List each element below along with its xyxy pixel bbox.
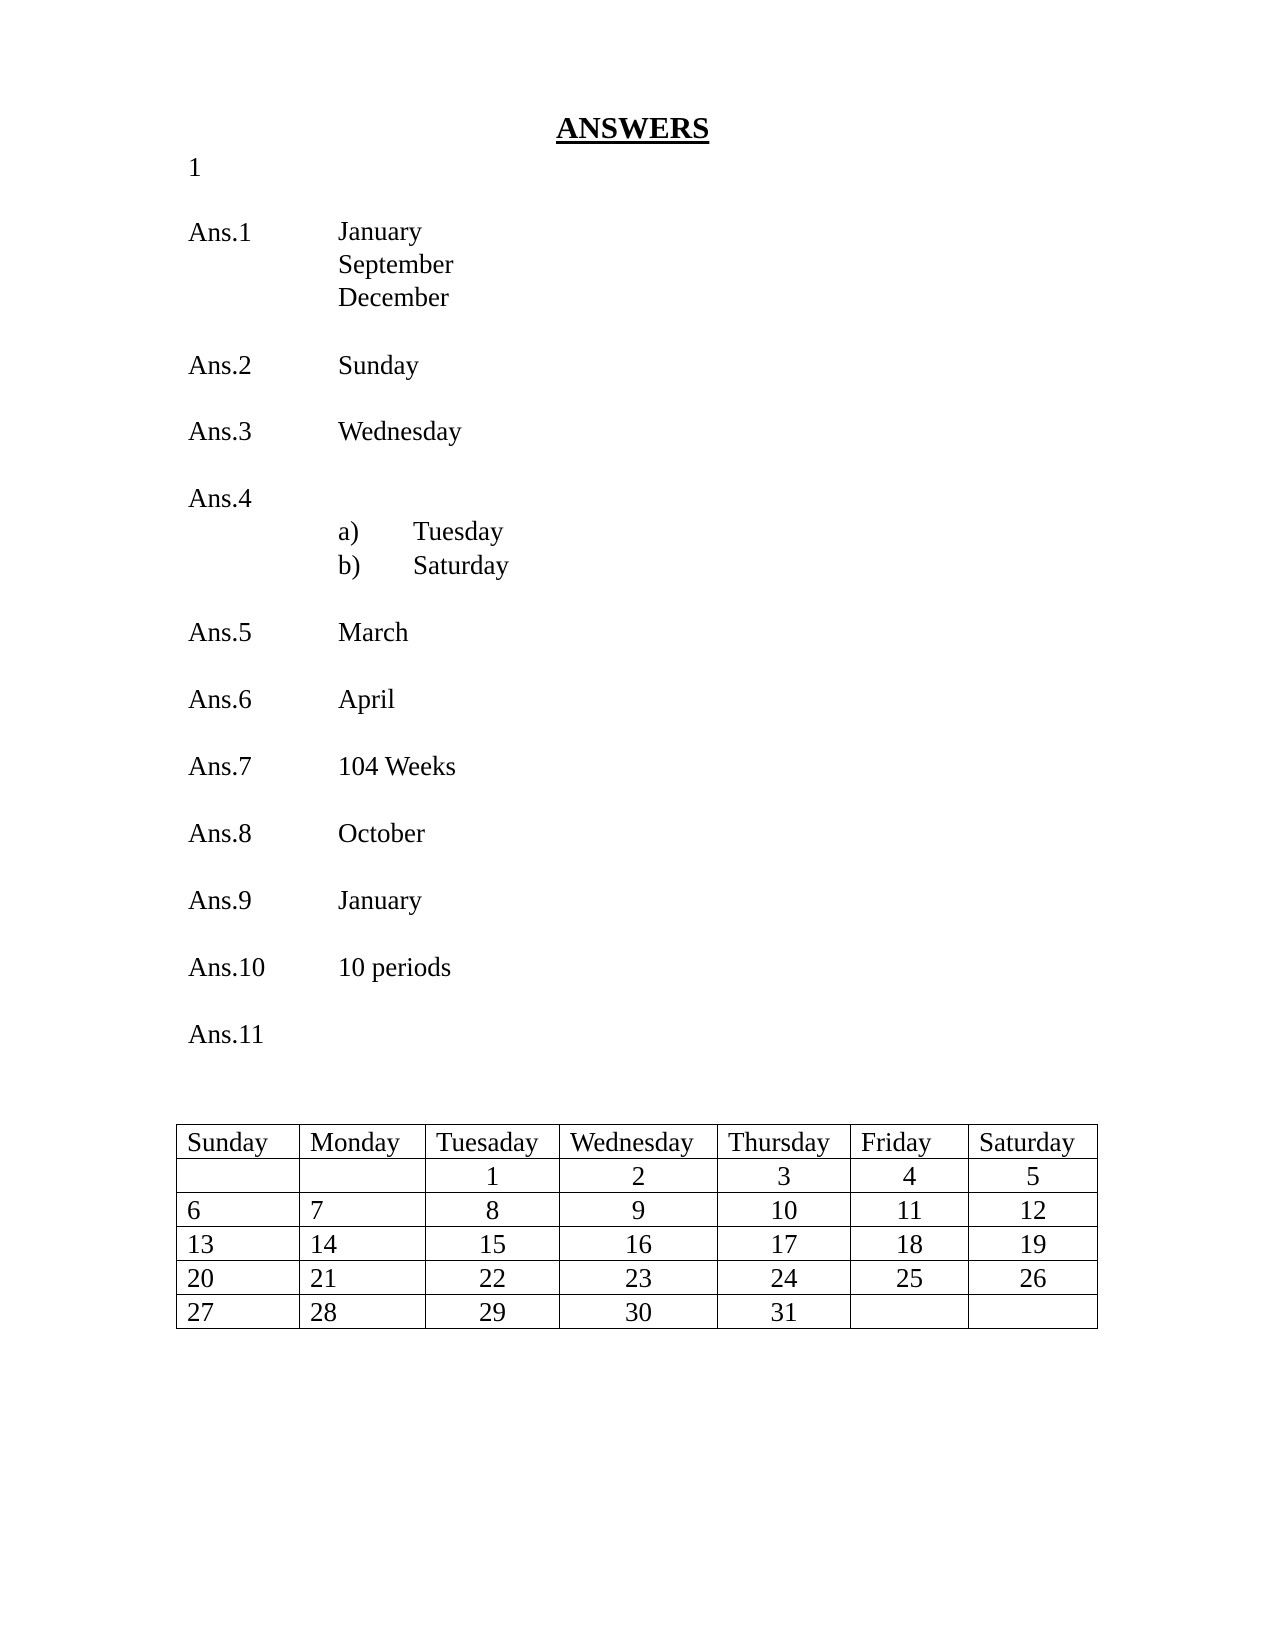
calendar-day-cell	[969, 1295, 1098, 1329]
calendar-day-cell: 3	[718, 1159, 851, 1193]
answer-value: September	[338, 249, 454, 279]
answer-label: Ans.5	[188, 617, 252, 647]
calendar-day-cell: 27	[177, 1295, 300, 1329]
calendar-day-cell: 26	[969, 1261, 1098, 1295]
calendar-day-cell	[851, 1295, 969, 1329]
calendar-day-cell: 22	[426, 1261, 560, 1295]
calendar-week-row	[177, 1295, 1098, 1329]
calendar-day-cell: 31	[718, 1295, 851, 1329]
answer-value: Sunday	[338, 350, 419, 380]
calendar-day-cell: 29	[426, 1295, 560, 1329]
answer-label: Ans.4	[188, 483, 252, 513]
calendar-day-cell: 16	[560, 1227, 718, 1261]
answer-value: 10 periods	[338, 952, 452, 982]
calendar-day-cell: 24	[718, 1261, 851, 1295]
calendar-day-cell: 8	[426, 1193, 560, 1227]
answer-value: Wednesday	[338, 416, 462, 446]
answer-label: Ans.7	[188, 751, 252, 781]
answer-9	[188, 883, 422, 917]
calendar-day-cell: 5	[969, 1159, 1098, 1193]
calendar-day-cell: 23	[560, 1261, 718, 1295]
answer-value: March	[338, 617, 409, 647]
answer-1	[188, 215, 338, 249]
calendar-week-row	[177, 1227, 1098, 1261]
calendar-day-cell: 11	[851, 1193, 969, 1227]
calendar-day-cell: 13	[177, 1227, 300, 1261]
calendar-day-cell: 10	[718, 1193, 851, 1227]
calendar-day-cell: 28	[300, 1295, 426, 1329]
calendar-table	[176, 1124, 1098, 1329]
calendar-day-cell: 30	[560, 1295, 718, 1329]
option-letter: a)	[338, 516, 359, 546]
answer-4-option-b	[338, 548, 509, 582]
answer-value: April	[338, 684, 395, 714]
calendar-header-row	[177, 1125, 1098, 1159]
answer-label: Ans.9	[188, 885, 252, 915]
answer-10	[188, 950, 451, 984]
calendar-day-cell: 1	[426, 1159, 560, 1193]
answer-label: Ans.2	[188, 350, 252, 380]
calendar-day-cell: 18	[851, 1227, 969, 1261]
calendar-day-cell: 2	[560, 1159, 718, 1193]
calendar-day-cell: 6	[177, 1193, 300, 1227]
answer-value: January	[338, 216, 422, 246]
answer-label: Ans.8	[188, 818, 252, 848]
calendar-day-cell: 19	[969, 1227, 1098, 1261]
weekday-header: Saturday	[969, 1125, 1098, 1159]
calendar-day-cell	[177, 1159, 300, 1193]
answer-4	[188, 481, 338, 515]
calendar-day-cell	[300, 1159, 426, 1193]
answer-4-option-a	[338, 514, 504, 548]
calendar-day-cell: 12	[969, 1193, 1098, 1227]
calendar-day-cell: 9	[560, 1193, 718, 1227]
weekday-header: Monday	[300, 1125, 426, 1159]
answer-6	[188, 682, 395, 716]
weekday-header: Tuesaday	[426, 1125, 560, 1159]
weekday-header: Wednesday	[560, 1125, 718, 1159]
answer-label: Ans.3	[188, 416, 252, 446]
calendar-day-cell: 21	[300, 1261, 426, 1295]
calendar-week-row	[177, 1261, 1098, 1295]
answer-value: October	[338, 818, 425, 848]
calendar-day-cell: 15	[426, 1227, 560, 1261]
answer-5	[188, 615, 408, 649]
calendar-day-cell: 20	[177, 1261, 300, 1295]
answer-label: Ans.10	[188, 952, 266, 982]
answer-label: Ans.1	[188, 217, 252, 247]
calendar-week-row	[177, 1193, 1098, 1227]
answer-label: Ans.11	[188, 1019, 265, 1049]
answer-value: 104 Weeks	[338, 751, 457, 781]
calendar-day-cell: 4	[851, 1159, 969, 1193]
weekday-header: Sunday	[177, 1125, 300, 1159]
page-title: ANSWERS	[556, 110, 710, 145]
answer-8	[188, 816, 425, 850]
weekday-header: Thursday	[718, 1125, 851, 1159]
page-number: 1	[188, 152, 202, 182]
calendar-day-cell: 25	[851, 1261, 969, 1295]
calendar-day-cell: 7	[300, 1193, 426, 1227]
answer-11	[188, 1017, 338, 1051]
answer-2	[188, 348, 419, 382]
option-text: Tuesday	[413, 516, 504, 546]
weekday-header: Friday	[851, 1125, 969, 1159]
answer-label: Ans.6	[188, 684, 252, 714]
answer-value: December	[338, 282, 449, 312]
option-text: Saturday	[413, 550, 509, 580]
option-letter: b)	[338, 550, 361, 580]
calendar-day-cell: 17	[718, 1227, 851, 1261]
answer-value: January	[338, 885, 422, 915]
answer-3	[188, 414, 462, 448]
answer-7	[188, 749, 456, 783]
calendar-day-cell: 14	[300, 1227, 426, 1261]
calendar-week-row	[177, 1159, 1098, 1193]
answer-1-values	[338, 215, 453, 314]
